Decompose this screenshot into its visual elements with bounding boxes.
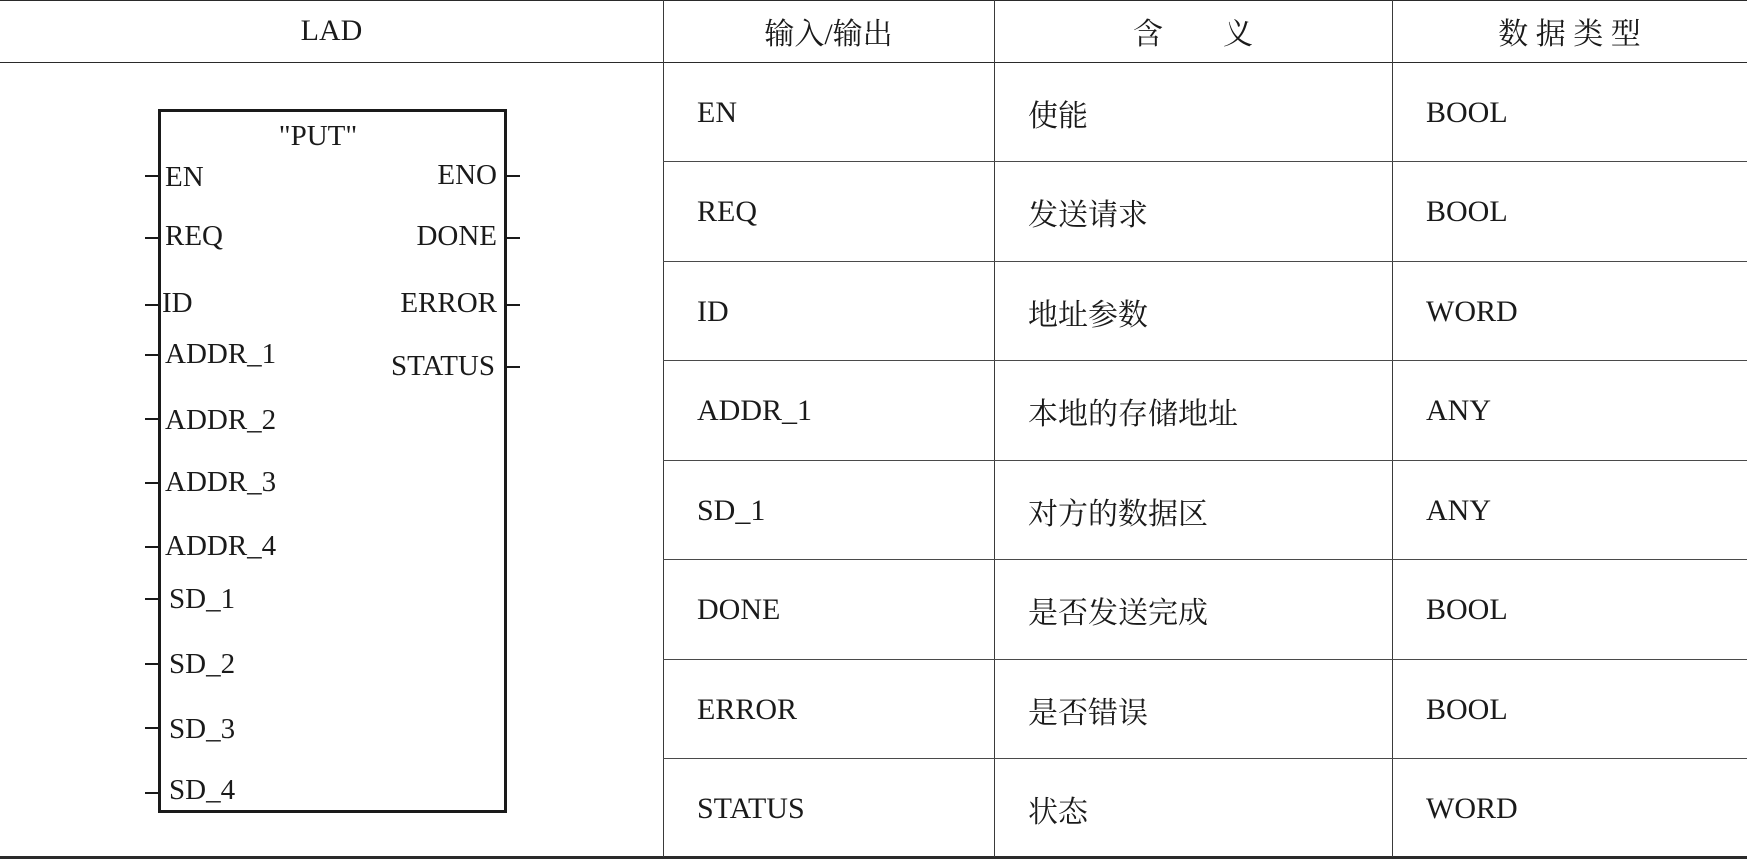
io-cell: REQ [697,194,757,228]
io-cell: STATUS [697,791,805,825]
function-block-frame [158,109,507,813]
input-pin-addr-1: ADDR_1 [165,338,277,370]
input-pin-line [145,598,158,600]
output-pin-line [507,237,520,239]
output-pin-eno: ENO [437,159,497,191]
input-pin-req: REQ [165,220,223,252]
row-divider [663,758,1747,759]
output-pin-line [507,304,520,306]
input-pin-addr-4: ADDR_4 [165,530,277,562]
meaning-cell: 地址参数 [1028,298,1148,332]
output-pin-line [507,175,520,177]
io-cell: DONE [697,592,781,626]
header-lad: LAD [300,14,363,47]
meaning-cell: 发送请求 [1028,198,1148,232]
meaning-cell: 是否错误 [1028,696,1148,730]
output-pin-line [507,366,520,368]
input-pin-line [145,175,158,177]
io-cell: ERROR [697,692,798,726]
row-divider [663,161,1747,162]
io-cell: EN [697,95,737,129]
type-cell: ANY [1426,493,1491,527]
input-pin-sd-4: SD_4 [169,774,236,806]
meaning-cell: 使能 [1028,99,1088,133]
io-cell: ADDR_1 [697,393,813,427]
io-cell: SD_1 [697,493,766,527]
input-pin-line [145,418,158,420]
header-io: 输入/输出 [764,18,893,51]
input-pin-id: ID [162,287,193,319]
block-name: "PUT" [278,120,358,152]
meaning-cell: 是否发送完成 [1028,596,1208,630]
header-meaning: 含 义 [1133,18,1253,51]
column-divider [663,0,664,857]
input-pin-sd-1: SD_1 [169,583,236,615]
input-pin-addr-3: ADDR_3 [165,466,277,498]
column-divider [1392,0,1393,857]
input-pin-line [145,546,158,548]
input-pin-line [145,304,158,306]
header-data-type: 数 据 类 型 [1498,18,1641,51]
type-cell: WORD [1426,791,1518,825]
input-pin-sd-3: SD_3 [169,713,236,745]
output-pin-error: ERROR [400,287,497,319]
input-pin-line [145,482,158,484]
type-cell: BOOL [1426,592,1508,626]
meaning-cell: 状态 [1028,795,1088,829]
input-pin-addr-2: ADDR_2 [165,404,277,436]
input-pin-line [145,727,158,729]
input-pin-line [145,792,158,794]
type-cell: ANY [1426,393,1491,427]
output-pin-status: STATUS [390,350,495,382]
type-cell: WORD [1426,294,1518,328]
type-cell: BOOL [1426,692,1508,726]
meaning-cell: 本地的存储地址 [1028,397,1238,431]
input-pin-en: EN [165,161,204,193]
input-pin-line [145,354,158,356]
io-cell: ID [697,294,729,328]
output-pin-done: DONE [416,220,497,252]
input-pin-sd-2: SD_2 [169,648,236,680]
row-divider [663,261,1747,262]
meaning-cell: 对方的数据区 [1028,497,1208,531]
row-divider [663,659,1747,660]
input-pin-line [145,237,158,239]
input-pin-line [145,663,158,665]
type-cell: BOOL [1426,194,1508,228]
column-divider [994,0,995,857]
type-cell: BOOL [1426,95,1508,129]
